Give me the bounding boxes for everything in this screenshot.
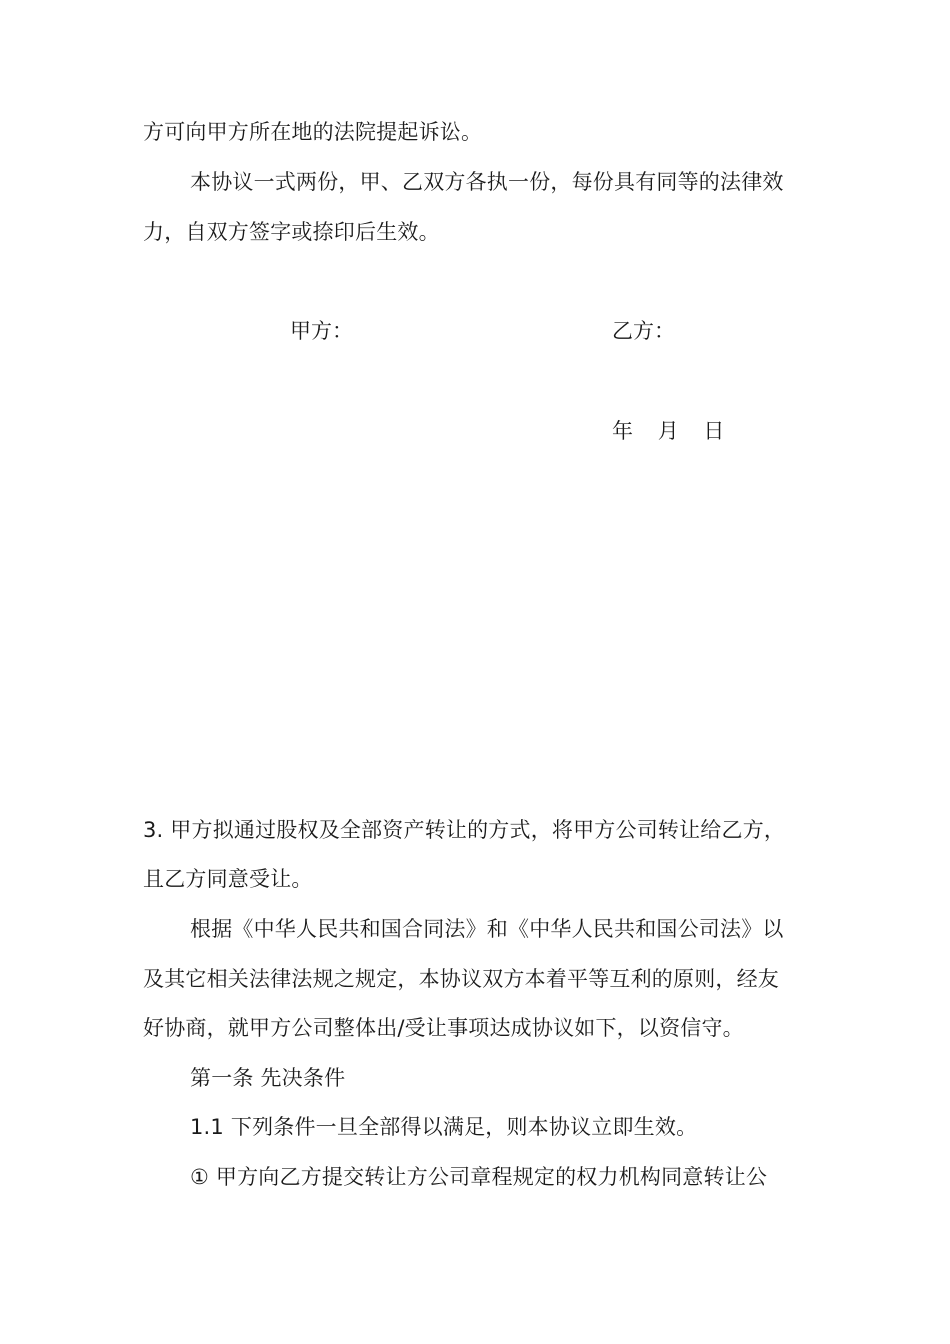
party-a-signature-label: 甲方：	[290, 319, 353, 343]
paragraph-line: 力，自双方签字或捺印后生效。	[143, 220, 440, 244]
paragraph-line: 根据《中华人民共和国合同法》和《中华人民共和国公司法》以	[190, 917, 784, 941]
party-b-signature-label: 乙方：	[612, 319, 675, 343]
paragraph-line: 好协商，就甲方公司整体出/受让事项达成协议如下，以资信守。	[143, 1016, 744, 1040]
paragraph-line: 及其它相关法律法规之规定，本协议双方本着平等互利的原则，经友	[143, 967, 779, 991]
paragraph-line: 3. 甲方拟通过股权及全部资产转让的方式，将甲方公司转让给乙方，	[143, 818, 786, 842]
clause-item-line: ① 甲方向乙方提交转让方公司章程规定的权力机构同意转让公	[190, 1165, 768, 1189]
paragraph-line: 本协议一式两份，甲、乙双方各执一份，每份具有同等的法律效	[190, 170, 784, 194]
paragraph-line: 且乙方同意受让。	[143, 867, 313, 891]
date-day-label: 日	[703, 419, 725, 443]
article-heading: 第一条 先决条件	[190, 1066, 346, 1090]
clause-line: 1.1 下列条件一旦全部得以满足，则本协议立即生效。	[190, 1115, 698, 1139]
signature-date	[612, 416, 742, 446]
date-month-label: 月	[657, 419, 679, 443]
paragraph-line: 方可向甲方所在地的法院提起诉讼。	[143, 120, 483, 144]
date-year-label: 年	[612, 419, 633, 443]
